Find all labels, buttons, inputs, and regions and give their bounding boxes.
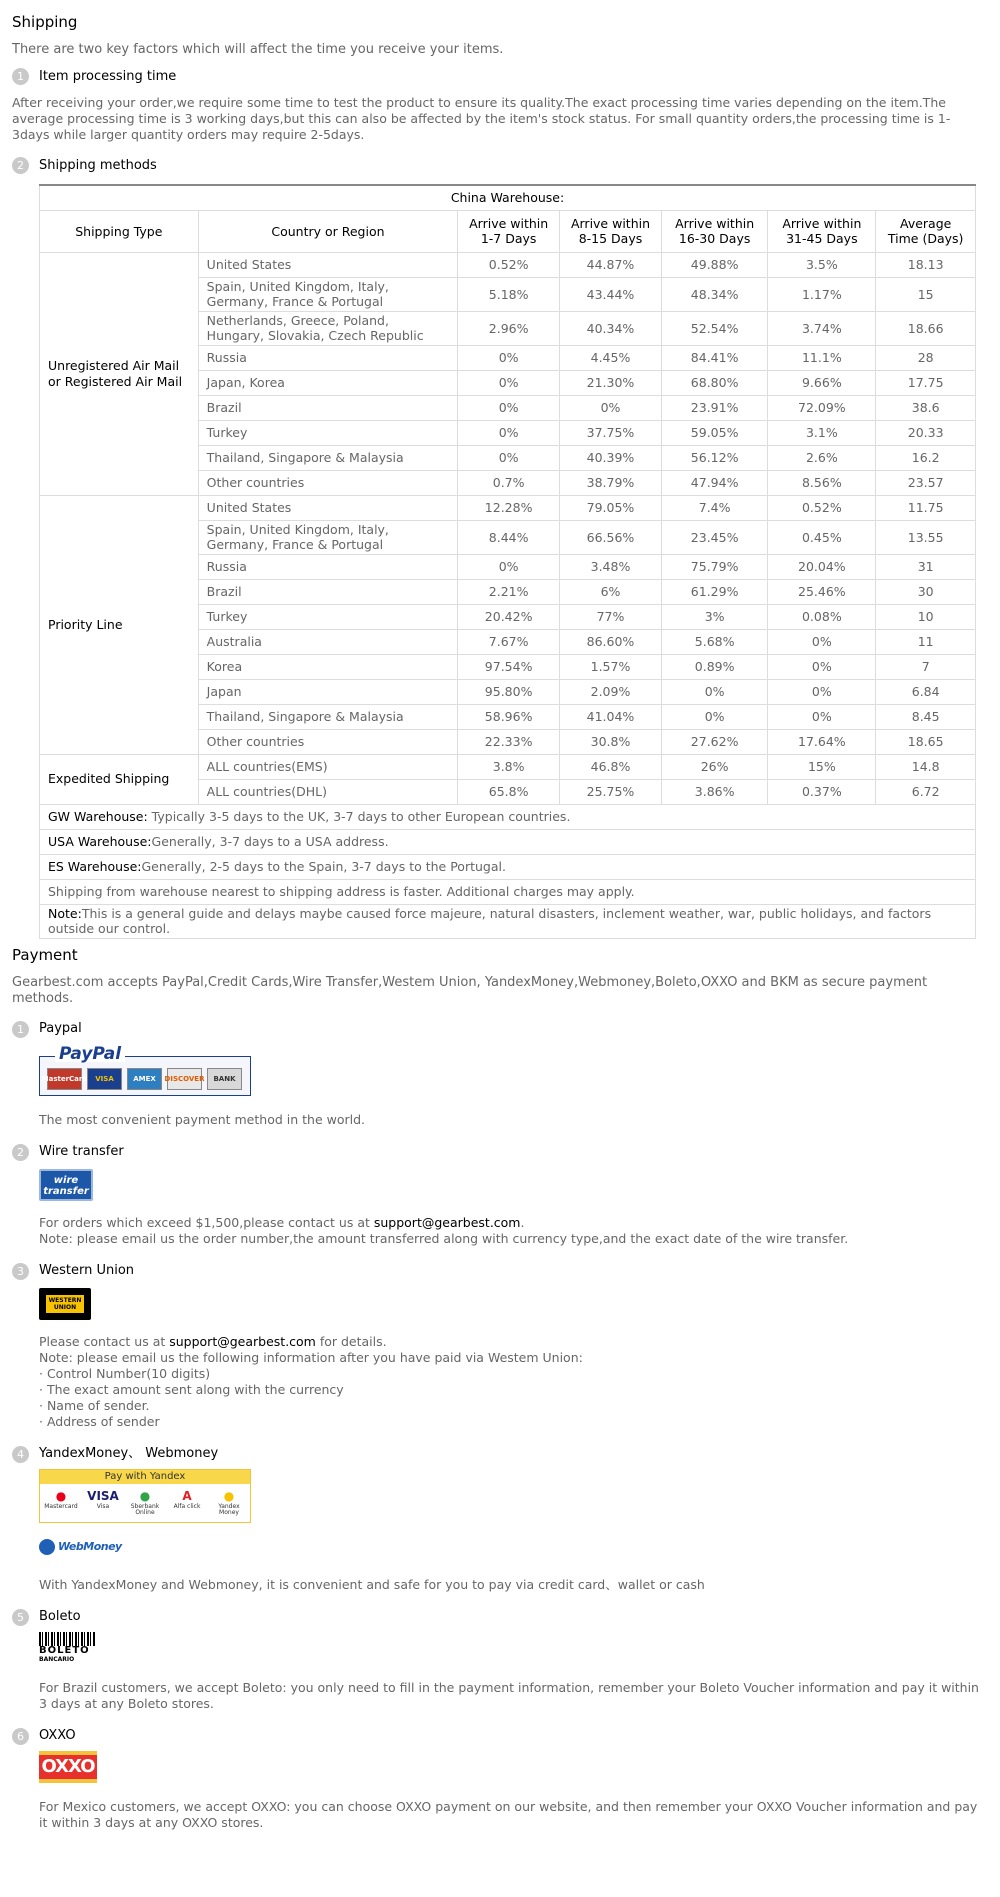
value-cell: 48.34% <box>661 277 767 311</box>
wu-text-a: Please contact us at <box>39 1333 170 1349</box>
note-row <box>40 804 976 829</box>
step-title: Shipping methods <box>39 157 157 173</box>
value-cell: 59.05% <box>661 420 767 445</box>
wu-logo-top: WESTERN <box>48 1296 82 1304</box>
yandex-item-label: Alfa click <box>173 1502 201 1510</box>
value-cell: 0% <box>458 554 560 579</box>
value-cell: 0% <box>768 629 876 654</box>
value-cell: 0.52% <box>458 252 560 277</box>
note-cell <box>40 854 976 879</box>
payment-method-icon: ● <box>139 1488 151 1503</box>
value-cell: 30.8% <box>560 729 662 754</box>
step-title: OXXO <box>39 1728 76 1743</box>
value-cell: 26% <box>661 754 767 779</box>
value-cell: 18.65 <box>876 729 976 754</box>
value-cell: 9.66% <box>768 370 876 395</box>
yandex-logo <box>39 1469 251 1523</box>
wire-section <box>12 1144 988 1247</box>
value-cell: 1.57% <box>560 654 662 679</box>
wu-email[interactable]: support@gearbest.com <box>169 1333 316 1349</box>
step-title: YandexMoney、 Webmoney <box>39 1446 219 1461</box>
value-cell: 0% <box>458 345 560 370</box>
value-cell: 1.17% <box>768 277 876 311</box>
region-cell: ALL countries(DHL) <box>198 779 458 804</box>
webmoney-logo <box>39 1539 988 1555</box>
value-cell: 3.86% <box>661 779 767 804</box>
value-cell: 15% <box>768 754 876 779</box>
yandex-banner: Pay with Yandex <box>40 1470 250 1484</box>
paypal-logo <box>39 1043 251 1096</box>
value-cell: 8.45 <box>876 704 976 729</box>
value-cell: 0.08% <box>768 604 876 629</box>
wu-note-line: · Name of sender. <box>39 1397 150 1413</box>
value-cell: 72.09% <box>768 395 876 420</box>
wire-text-a: For orders which exceed $1,500,please contact us at <box>39 1214 374 1230</box>
yandex-item-label: Mastercard <box>44 1502 78 1510</box>
value-cell: 12.28% <box>458 495 560 520</box>
paypal-wordmark: PayPal <box>55 1046 125 1062</box>
note-row <box>40 829 976 854</box>
note-row <box>40 904 976 938</box>
value-cell: 38.6 <box>876 395 976 420</box>
note-text: Typically 3-5 days to the UK, 3-7 days to other European countries. <box>147 809 571 824</box>
value-cell: 6% <box>560 579 662 604</box>
value-cell: 23.57 <box>876 470 976 495</box>
table-row <box>40 252 976 277</box>
region-cell: United States <box>198 495 458 520</box>
value-cell: 17.64% <box>768 729 876 754</box>
step-number: 3 <box>12 1263 29 1280</box>
oxxo-section <box>12 1728 988 1831</box>
value-cell: 2.21% <box>458 579 560 604</box>
value-cell: 5.18% <box>458 277 560 311</box>
step-title: Wire transfer <box>39 1144 124 1159</box>
value-cell: 28 <box>876 345 976 370</box>
step-number: 1 <box>12 1021 29 1038</box>
value-cell: 7.67% <box>458 629 560 654</box>
value-cell: 23.91% <box>661 395 767 420</box>
value-cell: 2.09% <box>560 679 662 704</box>
value-cell: 20.04% <box>768 554 876 579</box>
region-cell: Other countries <box>198 729 458 754</box>
column-header: Country or Region <box>198 210 458 252</box>
step-western-union <box>12 1263 988 1280</box>
card-amex-icon: AMEX <box>127 1068 162 1090</box>
region-cell: Thailand, Singapore & Malaysia <box>198 704 458 729</box>
shipping-type-cell: Priority Line <box>40 495 199 754</box>
value-cell: 3% <box>661 604 767 629</box>
region-cell: Brazil <box>198 579 458 604</box>
note-text: Shipping from warehouse nearest to shipping address is faster. Additional charges may apply. <box>48 884 635 899</box>
wire-email[interactable]: support@gearbest.com <box>373 1214 521 1230</box>
value-cell: 3.1% <box>768 420 876 445</box>
column-header: Arrive within 8-15 Days <box>560 210 662 252</box>
value-cell: 0% <box>768 679 876 704</box>
value-cell: 14.8 <box>876 754 976 779</box>
value-cell: 0% <box>458 420 560 445</box>
value-cell: 0.45% <box>768 520 876 554</box>
value-cell: 66.56% <box>560 520 662 554</box>
shipping-title: Shipping <box>12 13 78 31</box>
region-cell: Netherlands, Greece, Poland, Hungary, Slovakia, Czech Republic <box>198 311 458 345</box>
note-label: Note: <box>48 906 82 921</box>
region-cell: United States <box>198 252 458 277</box>
region-cell: Russia <box>198 345 458 370</box>
wu-note-line: Note: please email us the following information after you have paid via Westem Union: <box>39 1349 583 1365</box>
shipping-intro: There are two key factors which will affect the time you receive your items. <box>12 42 504 57</box>
value-cell: 15 <box>876 277 976 311</box>
western-union-section <box>12 1263 988 1430</box>
value-cell: 10 <box>876 604 976 629</box>
note-row <box>40 854 976 879</box>
webmoney-globe-icon <box>39 1539 55 1555</box>
value-cell: 5.68% <box>661 629 767 654</box>
value-cell: 6.84 <box>876 679 976 704</box>
value-cell: 43.44% <box>560 277 662 311</box>
note-cell <box>40 804 976 829</box>
value-cell: 3.8% <box>458 754 560 779</box>
payment-method-icon: ● <box>223 1488 235 1503</box>
step-number: 1 <box>12 68 29 85</box>
value-cell: 6.72 <box>876 779 976 804</box>
webmoney-wordmark: WebMoney <box>58 1539 122 1553</box>
value-cell: 11.1% <box>768 345 876 370</box>
wu-logo-bottom: UNION <box>53 1303 77 1311</box>
value-cell: 17.75 <box>876 370 976 395</box>
step-yandex <box>12 1446 988 1463</box>
boleto-text: For Brazil customers, we accept Boleto: you only need to fill in the payment information, remember your Boleto Voucher information and pay it within 3 days at any Boleto stores. <box>39 1679 979 1711</box>
card-mastercard-icon: MasterCard <box>47 1068 82 1090</box>
value-cell: 30 <box>876 579 976 604</box>
region-cell: Spain, United Kingdom, Italy, Germany, France & Portugal <box>198 520 458 554</box>
value-cell: 2.6% <box>768 445 876 470</box>
value-cell: 40.34% <box>560 311 662 345</box>
value-cell: 95.80% <box>458 679 560 704</box>
column-header: Arrive within 16-30 Days <box>661 210 767 252</box>
step-title: Paypal <box>39 1021 82 1036</box>
yandex-item <box>210 1488 248 1516</box>
value-cell: 11.75 <box>876 495 976 520</box>
paypal-section <box>12 1021 988 1128</box>
step-number: 4 <box>12 1446 29 1463</box>
value-cell: 20.42% <box>458 604 560 629</box>
value-cell: 2.96% <box>458 311 560 345</box>
region-cell: Russia <box>198 554 458 579</box>
value-cell: 0% <box>768 704 876 729</box>
value-cell: 38.79% <box>560 470 662 495</box>
value-cell: 75.79% <box>661 554 767 579</box>
value-cell: 77% <box>560 604 662 629</box>
value-cell: 52.54% <box>661 311 767 345</box>
step-number: 2 <box>12 157 29 174</box>
wu-note-line: · The exact amount sent along with the currency <box>39 1381 344 1397</box>
value-cell: 3.5% <box>768 252 876 277</box>
note-text: This is a general guide and delays maybe caused force majeure, natural disasters, inclement weather, war, public holidays, and factors outside our control. <box>48 906 932 936</box>
yandex-item-label: Sberbank Online <box>130 1502 160 1516</box>
value-cell: 49.88% <box>661 252 767 277</box>
region-cell: Japan <box>198 679 458 704</box>
table-caption: China Warehouse: <box>40 185 976 210</box>
step-wire <box>12 1144 988 1161</box>
value-cell: 0% <box>458 370 560 395</box>
paypal-text: The most convenient payment method in the world. <box>39 1111 365 1127</box>
value-cell: 0% <box>458 445 560 470</box>
western-union-logo <box>39 1288 91 1320</box>
value-cell: 41.04% <box>560 704 662 729</box>
region-cell: Japan, Korea <box>198 370 458 395</box>
step-title: Item processing time <box>39 68 177 84</box>
column-header: Average Time (Days) <box>876 210 976 252</box>
step-item-processing <box>12 68 988 85</box>
wire-note: Note: please email us the order number,the amount transferred along with currency type,and the exact date of the wire transfer. <box>39 1230 849 1246</box>
oxxo-logo: OXXO <box>39 1751 97 1783</box>
region-cell: Thailand, Singapore & Malaysia <box>198 445 458 470</box>
region-cell: Other countries <box>198 470 458 495</box>
step-title: Boleto <box>39 1609 81 1624</box>
card-bank-icon: BANK <box>207 1068 242 1090</box>
step-boleto <box>12 1609 988 1626</box>
value-cell: 25.75% <box>560 779 662 804</box>
region-cell: Australia <box>198 629 458 654</box>
value-cell: 65.8% <box>458 779 560 804</box>
payment-intro: Gearbest.com accepts PayPal,Credit Cards,Wire Transfer,Westem Union, YandexMoney,Webmoney,Boleto,OXXO and BKM as secure payment methods. <box>12 974 928 1006</box>
value-cell: 0% <box>661 704 767 729</box>
wire-text-b: . <box>520 1214 525 1230</box>
table-row <box>40 495 976 520</box>
value-cell: 7.4% <box>661 495 767 520</box>
value-cell: 79.05% <box>560 495 662 520</box>
note-label: ES Warehouse: <box>48 859 142 874</box>
card-discover-icon: DISCOVER <box>167 1068 202 1090</box>
yandex-item <box>126 1488 164 1516</box>
value-cell: 84.41% <box>661 345 767 370</box>
value-cell: 0.52% <box>768 495 876 520</box>
step-oxxo <box>12 1728 988 1745</box>
region-cell: ALL countries(EMS) <box>198 754 458 779</box>
note-cell <box>40 904 976 938</box>
boleto-logo-top: BOLETO <box>39 1644 90 1656</box>
yandex-item <box>84 1488 122 1516</box>
value-cell: 68.80% <box>661 370 767 395</box>
value-cell: 7 <box>876 654 976 679</box>
value-cell: 25.46% <box>768 579 876 604</box>
shipping-type-cell: Unregistered Air Mail or Registered Air Mail <box>40 252 199 495</box>
region-cell: Turkey <box>198 420 458 445</box>
value-cell: 0.37% <box>768 779 876 804</box>
value-cell: 47.94% <box>661 470 767 495</box>
value-cell: 44.87% <box>560 252 662 277</box>
value-cell: 0% <box>458 395 560 420</box>
card-visa-icon: VISA <box>87 1068 122 1090</box>
region-cell: Turkey <box>198 604 458 629</box>
value-cell: 22.33% <box>458 729 560 754</box>
note-label: GW Warehouse: <box>48 809 148 824</box>
value-cell: 0% <box>768 654 876 679</box>
value-cell: 13.55 <box>876 520 976 554</box>
value-cell: 86.60% <box>560 629 662 654</box>
value-cell: 4.45% <box>560 345 662 370</box>
boleto-logo <box>39 1632 95 1664</box>
boleto-logo-bottom: BANCARIO <box>39 1655 75 1663</box>
note-text: Generally, 2-5 days to the Spain, 3-7 days to the Portugal. <box>141 859 506 874</box>
note-label: USA Warehouse: <box>48 834 152 849</box>
payment-method-icon: A <box>182 1488 192 1503</box>
value-cell: 18.13 <box>876 252 976 277</box>
value-cell: 61.29% <box>661 579 767 604</box>
note-row <box>40 879 976 904</box>
yandex-item <box>168 1488 206 1516</box>
shipping-table <box>39 184 976 939</box>
value-cell: 46.8% <box>560 754 662 779</box>
step-number: 6 <box>12 1728 29 1745</box>
value-cell: 56.12% <box>661 445 767 470</box>
processing-text: After receiving your order,we require some time to test the product to ensure its quality.The exact processing time varies depending on the item.The average processing time is 3 working days,but this can also be affected by the item's stock status. For small quantity orders,the processing time is 1-3days while larger quantity orders may require 2-5days. <box>12 95 951 142</box>
value-cell: 97.54% <box>458 654 560 679</box>
value-cell: 31 <box>876 554 976 579</box>
region-cell: Korea <box>198 654 458 679</box>
note-text: Generally, 3-7 days to a USA address. <box>151 834 389 849</box>
note-cell <box>40 879 976 904</box>
step-number: 5 <box>12 1609 29 1626</box>
value-cell: 11 <box>876 629 976 654</box>
note-cell <box>40 829 976 854</box>
value-cell: 27.62% <box>661 729 767 754</box>
yandex-item-label: Yandex Money <box>218 1502 240 1516</box>
column-header: Shipping Type <box>40 210 199 252</box>
shipping-type-cell: Expedited Shipping <box>40 754 199 804</box>
value-cell: 0.89% <box>661 654 767 679</box>
value-cell: 0.7% <box>458 470 560 495</box>
column-header: Arrive within 31-45 Days <box>768 210 876 252</box>
value-cell: 8.44% <box>458 520 560 554</box>
value-cell: 21.30% <box>560 370 662 395</box>
value-cell: 58.96% <box>458 704 560 729</box>
yandex-section <box>12 1446 988 1593</box>
wu-note-line: · Address of sender <box>39 1413 160 1429</box>
wire-text <box>39 1215 988 1247</box>
value-cell: 3.48% <box>560 554 662 579</box>
region-cell: Spain, United Kingdom, Italy, Germany, France & Portugal <box>198 277 458 311</box>
wire-logo-bottom: transfer <box>43 1185 89 1197</box>
value-cell: 37.75% <box>560 420 662 445</box>
value-cell: 0% <box>560 395 662 420</box>
boleto-section <box>12 1609 988 1712</box>
yandex-text: With YandexMoney and Webmoney, it is convenient and safe for you to pay via credit card、wallet or cash <box>39 1576 705 1592</box>
yandex-item <box>42 1488 80 1516</box>
value-cell: 3.74% <box>768 311 876 345</box>
payment-method-icon: VISA <box>87 1488 119 1503</box>
value-cell: 0% <box>661 679 767 704</box>
value-cell: 18.66 <box>876 311 976 345</box>
wu-text-b: for details. <box>315 1333 387 1349</box>
wu-note-line: · Control Number(10 digits) <box>39 1365 211 1381</box>
payment-title: Payment <box>12 945 78 964</box>
value-cell: 8.56% <box>768 470 876 495</box>
value-cell: 20.33 <box>876 420 976 445</box>
value-cell: 23.45% <box>661 520 767 554</box>
value-cell: 40.39% <box>560 445 662 470</box>
payment-method-icon: ● <box>55 1488 67 1503</box>
table-row <box>40 754 976 779</box>
region-cell: Brazil <box>198 395 458 420</box>
column-header: Arrive within 1-7 Days <box>458 210 560 252</box>
step-number: 2 <box>12 1144 29 1161</box>
step-title: Western Union <box>39 1263 135 1278</box>
oxxo-text: For Mexico customers, we accept OXXO: you can choose OXXO payment on our website, and then remember your OXXO Voucher information and pay it within 3 days at any OXXO stores. <box>39 1798 978 1830</box>
step-paypal <box>12 1021 988 1038</box>
western-union-text <box>39 1334 988 1430</box>
wire-logo-top: wire <box>53 1174 79 1186</box>
value-cell: 16.2 <box>876 445 976 470</box>
wire-logo <box>39 1169 93 1201</box>
yandex-item-label: Visa <box>96 1502 110 1510</box>
step-shipping-methods <box>12 157 988 174</box>
